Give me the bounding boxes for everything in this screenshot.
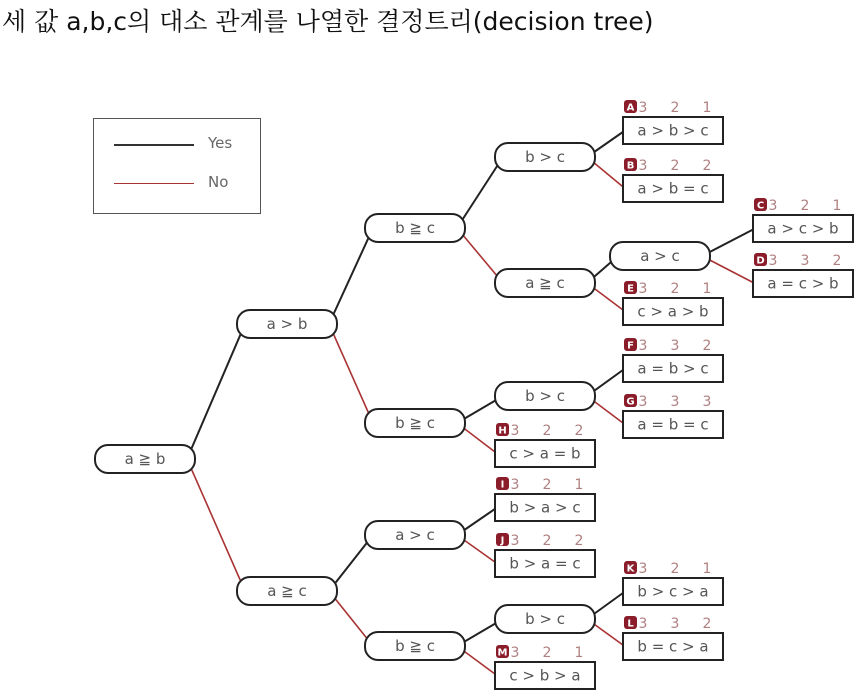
leaf-G — [623, 394, 723, 438]
leaf-badge-letter: E — [627, 283, 634, 295]
leaf-D — [753, 253, 853, 297]
page-title: 세 값 a,b,c의 대소 관계를 나열한 결정트리(decision tree) — [2, 7, 654, 36]
decision-node-label: b ≧ c — [395, 219, 435, 237]
leaf-result-label: b > c > a — [637, 582, 709, 601]
leaf-comparison-count: 2 — [542, 423, 552, 439]
decision-node-label: b ≧ c — [395, 414, 435, 432]
leaf-comparison-count: 2 — [702, 616, 712, 632]
leaf-comparison-count: 2 — [702, 338, 712, 354]
decision-node-n6 — [495, 269, 595, 297]
decision-node-label: a > b — [266, 315, 308, 333]
leaf-I — [495, 477, 595, 521]
leaf-M — [495, 645, 595, 689]
decision-node-n11 — [495, 605, 595, 633]
leaf-comparison-count: 1 — [832, 198, 842, 214]
decision-node-n5 — [495, 143, 595, 171]
leaf-badge-letter: I — [500, 479, 505, 491]
leaf-comparison-count: 2 — [574, 423, 584, 439]
leaf-comparison-count: 3 — [768, 198, 778, 214]
leaf-comparison-count: 2 — [574, 533, 584, 549]
decision-node-n8 — [495, 382, 595, 410]
leaf-result-label: b > a > c — [509, 498, 581, 517]
decision-node-label: a ≧ c — [525, 274, 565, 292]
leaf-comparison-count: 2 — [670, 100, 680, 116]
leaf-comparison-count: 3 — [670, 338, 680, 354]
leaf-badge-letter: C — [756, 200, 765, 212]
decision-node-n3 — [365, 214, 465, 242]
leaf-badge-letter: M — [497, 647, 508, 659]
leaf-comparison-count: 2 — [832, 253, 842, 269]
decision-node-n1 — [237, 310, 337, 338]
leaf-comparison-count: 1 — [574, 645, 584, 661]
edge-no-n1-n4 — [329, 324, 373, 423]
leaf-comparison-count: 3 — [638, 158, 648, 174]
leaf-badge-letter: A — [626, 102, 635, 114]
leaf-comparison-count: 3 — [638, 281, 648, 297]
leaf-result-label: a > c > b — [767, 219, 839, 238]
leaf-F — [623, 338, 723, 382]
leaf-comparison-count: 3 — [638, 394, 648, 410]
leaf-comparison-count: 1 — [702, 561, 712, 577]
leaf-comparison-count: 2 — [670, 158, 680, 174]
decision-node-label: a ≧ b — [124, 450, 166, 468]
leaf-comparison-count: 3 — [670, 394, 680, 410]
leaf-result-label: a > b = c — [637, 179, 709, 198]
legend-yes-label: Yes — [208, 134, 233, 152]
leaf-result-label: a = b = c — [637, 415, 709, 434]
decision-node-label: b > c — [525, 387, 565, 405]
leaf-result-label: c > b > a — [509, 666, 581, 685]
leaf-K — [623, 561, 723, 605]
leaf-badge-letter: B — [626, 160, 635, 172]
edge-yes-n1-n3 — [329, 228, 373, 324]
legend-no-label: No — [208, 173, 229, 191]
leaf-badge-letter: G — [626, 396, 635, 408]
leaf-badge-letter: J — [500, 535, 505, 547]
leaf-B — [623, 158, 723, 202]
leaf-comparison-count: 3 — [638, 338, 648, 354]
leaf-comparison-count: 1 — [702, 281, 712, 297]
leaf-L — [623, 616, 723, 660]
leaf-comparison-count: 2 — [670, 281, 680, 297]
leaf-comparison-count: 2 — [542, 533, 552, 549]
leaf-result-label: c > a > b — [637, 302, 709, 321]
leaf-H — [495, 423, 595, 467]
leaf-comparison-count: 3 — [800, 253, 810, 269]
leaf-comparison-count: 1 — [702, 100, 712, 116]
leaf-comparison-count: 3 — [638, 616, 648, 632]
leaf-J — [495, 533, 595, 577]
leaf-result-label: a = c > b — [767, 274, 839, 293]
leaf-result-label: c > a = b — [509, 444, 581, 463]
leaf-comparison-count: 3 — [510, 423, 520, 439]
leaf-comparison-count: 3 — [510, 477, 520, 493]
leaf-badge-letter: H — [498, 425, 507, 437]
decision-node-label: a > c — [395, 526, 435, 544]
leaf-A — [623, 100, 723, 144]
leaf-comparison-count: 3 — [638, 100, 648, 116]
leaf-result-label: b = c > a — [637, 637, 709, 656]
leaf-comparison-count: 3 — [768, 253, 778, 269]
leaf-result-label: a > b > c — [637, 121, 709, 140]
edge-yes-n3-n5 — [457, 157, 503, 228]
leaf-result-label: b > a = c — [509, 554, 581, 573]
decision-node-n0 — [95, 445, 195, 473]
leaf-comparison-count: 3 — [638, 561, 648, 577]
decision-node-label: b ≧ c — [395, 637, 435, 655]
edge-no-n0-n2 — [187, 459, 245, 591]
leaf-comparison-count: 3 — [510, 645, 520, 661]
leaf-badge-letter: F — [627, 340, 634, 352]
tree-nodes — [95, 143, 710, 660]
edge-yes-n0-n1 — [187, 324, 245, 459]
leaf-result-label: a = b > c — [637, 359, 709, 378]
decision-node-label: b > c — [525, 610, 565, 628]
leaf-comparison-count: 2 — [800, 198, 810, 214]
decision-node-label: b > c — [525, 148, 565, 166]
leaf-comparison-count: 3 — [510, 533, 520, 549]
decision-node-n10 — [365, 632, 465, 660]
decision-node-label: a ≧ c — [267, 582, 307, 600]
leaf-badge-letter: D — [756, 255, 765, 267]
decision-node-n2 — [237, 577, 337, 605]
leaf-comparison-count: 2 — [542, 477, 552, 493]
decision-node-label: a > c — [640, 247, 680, 265]
leaf-comparison-count: 2 — [542, 645, 552, 661]
leaf-C — [753, 198, 853, 242]
leaf-comparison-count: 1 — [574, 477, 584, 493]
decision-node-n9 — [365, 521, 465, 549]
leaf-comparison-count: 3 — [670, 616, 680, 632]
leaf-comparison-count: 2 — [702, 158, 712, 174]
leaf-badge-letter: L — [627, 618, 634, 630]
leaf-comparison-count: 3 — [702, 394, 712, 410]
decision-node-n4 — [365, 409, 465, 437]
leaf-E — [623, 281, 723, 325]
decision-node-n7 — [610, 242, 710, 270]
leaf-badge-letter: K — [626, 563, 635, 575]
leaf-comparison-count: 2 — [670, 561, 680, 577]
